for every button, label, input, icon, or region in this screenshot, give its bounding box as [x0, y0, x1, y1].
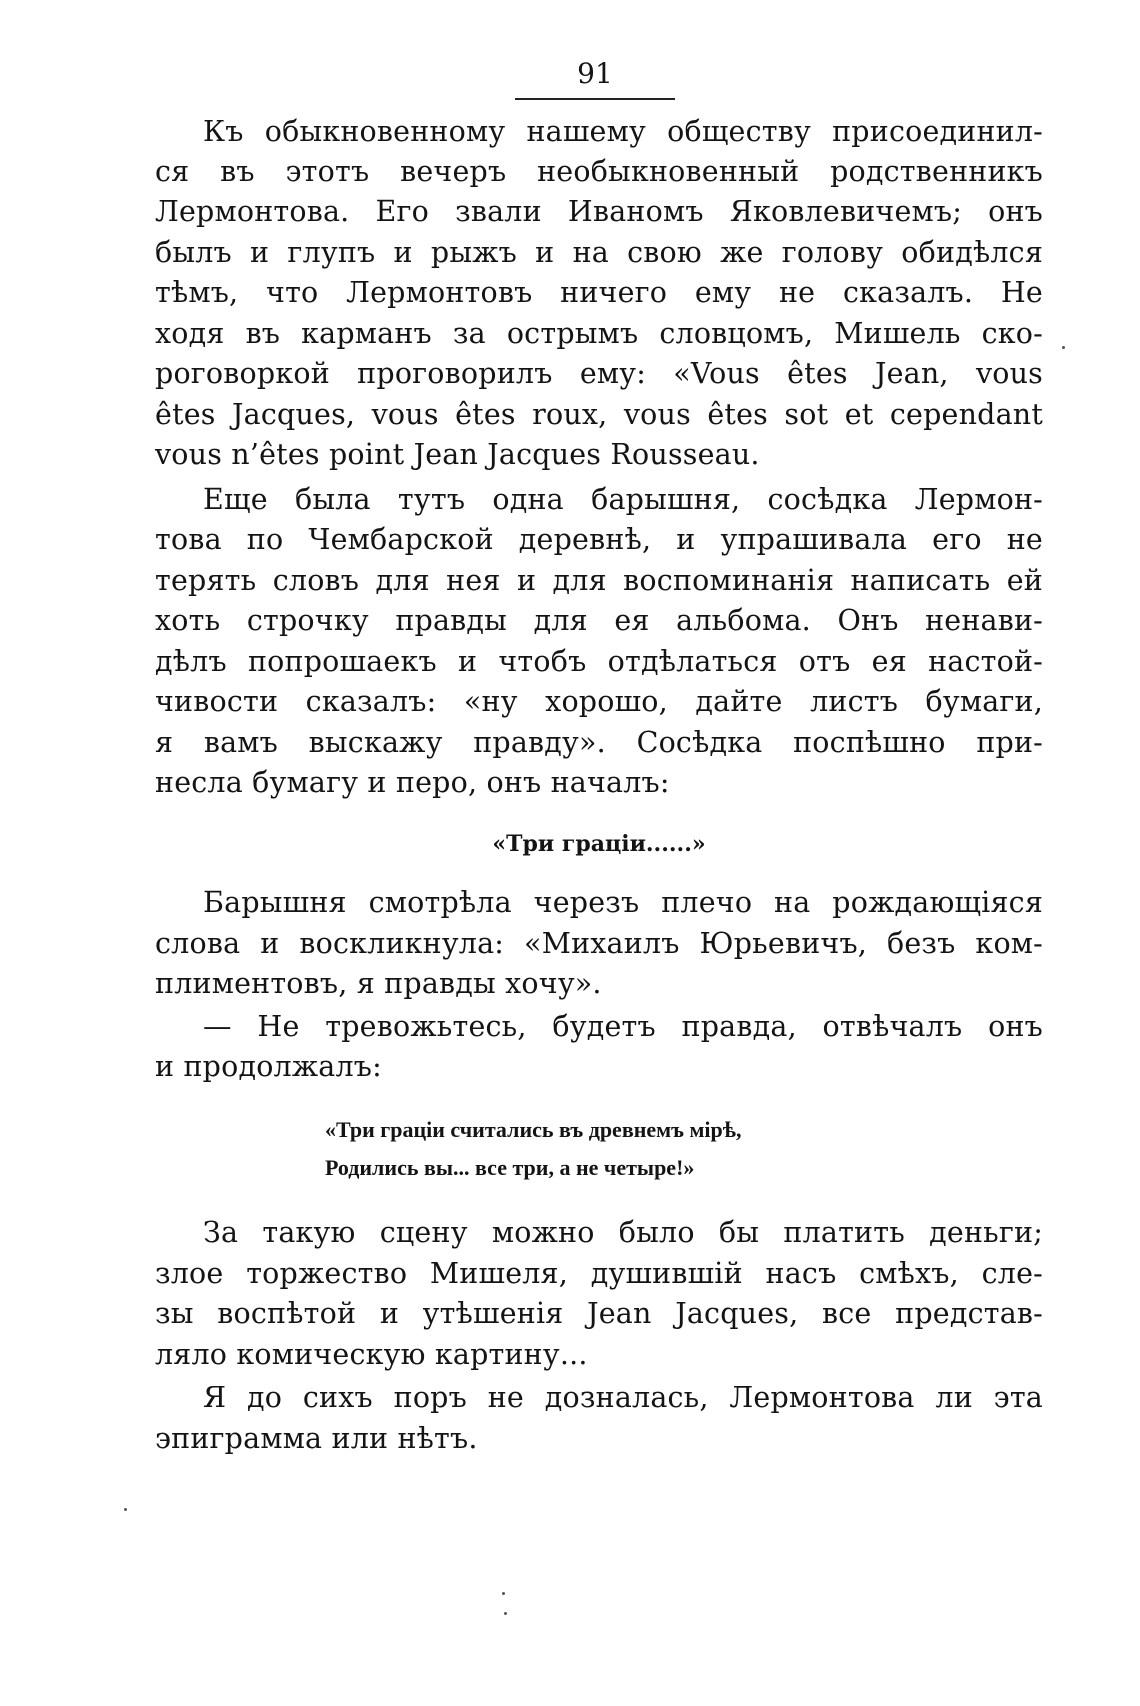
text-line: дѣлъ попрошаекъ и чтобъ отдѣлаться отъ ея настой- [155, 645, 1043, 678]
text-line: хоть строчку правды для ея альбома. Онъ ненави- [155, 604, 1043, 637]
text-line: ходя въ карманъ за острымъ словцомъ, Мишель ско- [155, 317, 1043, 350]
text-line: злое торжество Мишеля, душившій насъ смѣхъ, сле- [155, 1257, 1043, 1290]
text-line: Я до сихъ поръ не дозналась, Лермонтова ли эта [203, 1381, 1043, 1414]
text-line: несла бумагу и перо, онъ началъ: [155, 766, 670, 799]
text-line: Лермонтова. Его звали Иваномъ Яковлевичемъ; онъ [155, 195, 1043, 228]
text-line: слова и воскликнула: «Михаилъ Юрьевичъ, безъ ком- [155, 927, 1043, 960]
text-line: и продолжалъ: [155, 1050, 382, 1083]
scan-speck [502, 1592, 505, 1595]
text-line: êtes Jacques, vous êtes roux, vous êtes sot et cependant [155, 398, 1043, 431]
text-line: тѣмъ, что Лермонтовъ ничего ему не сказалъ. Не [155, 276, 1043, 309]
text-line: Къ обыкновенному нашему обществу присоединил- [203, 115, 1043, 148]
text-line: плиментовъ, я правды хочу». [155, 967, 602, 1000]
scan-speck [124, 1508, 127, 1511]
text-line: терять словъ для нея и для воспоминанія написать ей [155, 564, 1043, 597]
text-line: эпиграмма или нѣтъ. [155, 1422, 478, 1455]
centered-quote: «Три граціи......» [492, 831, 706, 857]
text-line: — Не тревожьтесь, будетъ правда, отвѣчалъ онъ [203, 1010, 1043, 1043]
page-number: 91 [577, 57, 613, 90]
text-line: това по Чембарской деревнѣ, и упрашивала его не [155, 523, 1043, 556]
text-line: За такую сцену можно было бы платить деньги; [203, 1216, 1043, 1249]
scan-speck [504, 1612, 507, 1615]
text-line: vous n’êtes point Jean Jacques Rousseau. [155, 438, 760, 471]
text-line: Барышня смотрѣла черезъ плечо на рождающіяся [203, 886, 1043, 919]
text-line: Еще была тутъ одна барышня, сосѣдка Лермон- [203, 483, 1043, 516]
scan-speck [1062, 346, 1065, 349]
text-line: я вамъ выскажу правду». Сосѣдка поспѣшно при- [155, 726, 1043, 759]
verse-line: Родились вы... все три, а не четыре!» [325, 1155, 695, 1180]
page-number-rule [515, 98, 675, 100]
text-line: ся въ этотъ вечеръ необыкновенный родственникъ [155, 155, 1043, 188]
verse-line: «Три граціи считались въ древнемъ мірѣ, [325, 1117, 742, 1142]
text-line: ляло комическую картину... [155, 1338, 588, 1371]
text-line: роговоркой проговорилъ ему: «Vous êtes Jean, vous [155, 357, 1043, 390]
text-line: зы воспѣтой и утѣшенія Jean Jacques, все представ- [155, 1297, 1043, 1330]
text-line: чивости сказалъ: «ну хорошо, дайте листъ бумаги, [155, 685, 1043, 718]
text-line: былъ и глупъ и рыжъ и на свою же голову обидѣлся [155, 236, 1043, 269]
